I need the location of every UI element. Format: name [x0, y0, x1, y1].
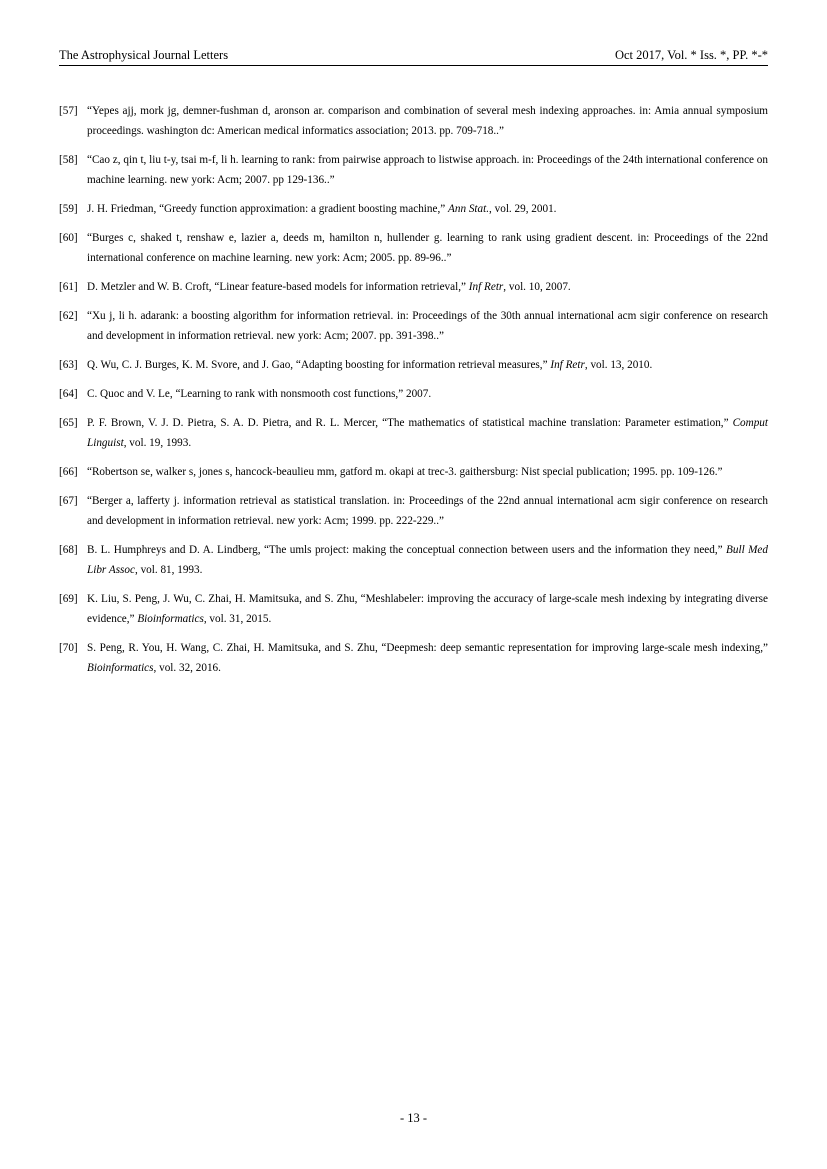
- reference-number: [65]: [59, 417, 78, 429]
- reference-item: [59, 150, 768, 190]
- reference-item: [59, 199, 768, 219]
- reference-item: [59, 589, 768, 629]
- reference-text: “Cao z, qin t, liu t-y, tsai m-f, li h. learning to rank: from pairwise approach to listwise approach. in: Proceedings of the 24th international conference on machine learning. new york: Acm; 2007. pp 129-136..”: [87, 154, 768, 186]
- reference-text: “Robertson se, walker s, jones s, hancock-beaulieu mm, gatford m. okapi at trec-3. gaithersburg: Nist special publication; 1995. pp. 109-126.”: [87, 466, 723, 478]
- reference-item: [59, 462, 768, 482]
- reference-item: [59, 638, 768, 678]
- reference-item: [59, 413, 768, 453]
- reference-text: C. Quoc and V. Le, “Learning to rank with nonsmooth cost functions,” 2007.: [87, 388, 432, 400]
- reference-text: “Xu j, li h. adarank: a boosting algorithm for information retrieval. in: Proceedings of the 30th annual international acm sigir conference on research and development in information retrieval. new york: Acm; 2007. pp. 391-398..”: [87, 310, 768, 342]
- reference-text: D. Metzler and W. B. Croft, “Linear feature-based models for information retrieval,” Inf Retr, vol. 10, 2007.: [87, 281, 571, 293]
- reference-text: “Burges c, shaked t, renshaw e, lazier a, deeds m, hamilton n, hullender g. learning to rank using gradient descent. in: Proceedings of the 22nd international conference on machine learning. new york: Acm; 2005. pp. 89-96..”: [87, 232, 768, 264]
- reference-number: [63]: [59, 359, 78, 371]
- reference-text: P. F. Brown, V. J. D. Pietra, S. A. D. Pietra, and R. L. Mercer, “The mathematics of statistical machine translation: Parameter estimation,” Comput Linguist, vol. 19, 1993.: [87, 417, 768, 449]
- reference-number: [69]: [59, 593, 78, 605]
- reference-number: [58]: [59, 154, 78, 166]
- reference-item: [59, 491, 768, 531]
- reference-item: [59, 306, 768, 346]
- reference-number: [62]: [59, 310, 78, 322]
- running-header: [59, 47, 768, 66]
- reference-item: [59, 355, 768, 375]
- reference-item: [59, 101, 768, 141]
- journal-title: The Astrophysical Journal Letters: [59, 48, 229, 62]
- reference-item: [59, 277, 768, 297]
- reference-text: “Yepes ajj, mork jg, demner-fushman d, aronson ar. comparison and combination of several mesh indexing approaches. in: Amia annual symposium proceedings. washington dc: American medical informatics association; 2013. pp. 709-718..”: [87, 105, 768, 137]
- reference-text: K. Liu, S. Peng, J. Wu, C. Zhai, H. Mamitsuka, and S. Zhu, “Meshlabeler: improving the accuracy of large-scale mesh indexing by integrating diverse evidence,” Bioinformatics, vol. 31, 2015.: [87, 593, 768, 625]
- reference-item: [59, 384, 768, 404]
- reference-number: [68]: [59, 544, 78, 556]
- issue-info: Oct 2017, Vol. * Iss. *, PP. *-*: [614, 48, 768, 62]
- reference-number: [60]: [59, 232, 78, 244]
- reference-text: J. H. Friedman, “Greedy function approximation: a gradient boosting machine,” Ann Stat., vol. 29, 2001.: [87, 203, 557, 215]
- reference-text: B. L. Humphreys and D. A. Lindberg, “The umls project: making the conceptual connection between users and the information they need,” Bull Med Libr Assoc, vol. 81, 1993.: [87, 544, 768, 576]
- reference-text: S. Peng, R. You, H. Wang, C. Zhai, H. Mamitsuka, and S. Zhu, “Deepmesh: deep semantic representation for improving large-scale mesh indexing,” Bioinformatics, vol. 32, 2016.: [87, 642, 768, 674]
- reference-number: [59]: [59, 203, 78, 215]
- reference-number: [61]: [59, 281, 78, 293]
- reference-list: [59, 101, 768, 687]
- reference-number: [70]: [59, 642, 78, 654]
- reference-number: [57]: [59, 105, 78, 117]
- reference-text: “Berger a, lafferty j. information retrieval as statistical translation. in: Proceedings of the 22nd annual international acm sigir conference on research and development in information retrieval. new york: Acm; 1999. pp. 222-229..”: [87, 495, 768, 527]
- reference-number: [64]: [59, 388, 78, 400]
- reference-number: [66]: [59, 466, 78, 478]
- page-number: - 13 -: [399, 1111, 428, 1125]
- reference-text: Q. Wu, C. J. Burges, K. M. Svore, and J. Gao, “Adapting boosting for information retrieval measures,” Inf Retr, vol. 13, 2010.: [87, 359, 653, 371]
- reference-item: [59, 540, 768, 580]
- reference-number: [67]: [59, 495, 78, 507]
- reference-item: [59, 228, 768, 268]
